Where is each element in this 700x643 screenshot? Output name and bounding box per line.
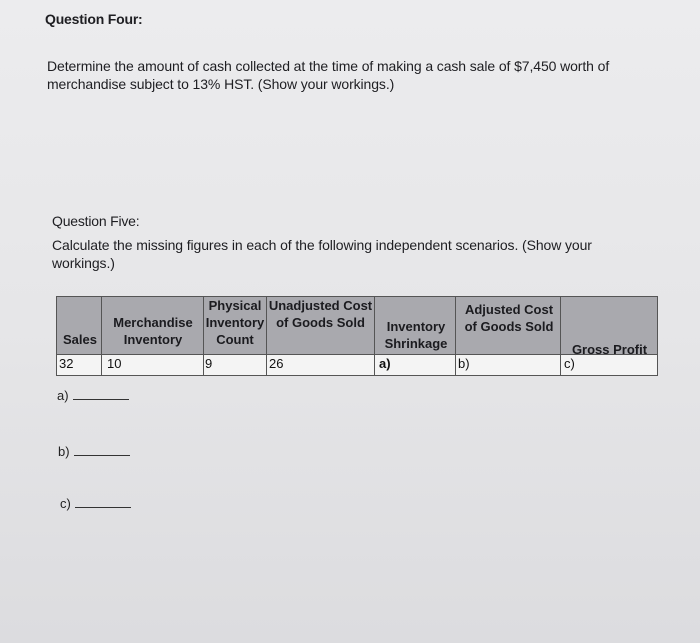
header-merchandise-inventory: Merchandise Inventory (113, 315, 193, 347)
answer-b-label: b) (58, 444, 70, 459)
answer-b-blank[interactable] (74, 445, 130, 456)
question-five-title: Question Five: (52, 213, 140, 229)
cell-adjusted-cogs: b) (458, 356, 470, 371)
header-gross-profit: Gross Profit (571, 342, 648, 357)
column-divider (101, 297, 102, 375)
column-divider (374, 297, 375, 375)
cell-merchandise-inventory: 10 (107, 356, 122, 371)
answer-c-blank[interactable] (75, 497, 131, 508)
answer-a (57, 388, 129, 403)
column-divider (560, 297, 561, 375)
answer-a-label: a) (57, 388, 69, 403)
header-adjusted-cogs: Adjusted Cost of Goods Sold (464, 302, 554, 334)
column-divider (455, 297, 456, 375)
question-four-text: Determine the amount of cash collected at the time of making a cash sale of $7,450 worth of merchandise subject to 13% HST. (Show your workings.) (47, 58, 610, 92)
header-physical-inventory-count: Physical Inventory Count (205, 298, 265, 347)
answer-c-label: c) (60, 496, 71, 511)
answer-a-blank[interactable] (73, 389, 129, 400)
answer-c (60, 496, 131, 511)
cell-physical-count: 9 (205, 356, 213, 371)
column-divider (266, 297, 267, 375)
scenario-table (56, 296, 658, 376)
cell-unadjusted-cogs: 26 (269, 356, 284, 371)
answer-b (58, 444, 130, 459)
header-inventory-shrinkage: Inventory Shrinkage (384, 319, 448, 351)
cell-gross-profit: c) (564, 356, 575, 371)
cell-sales: 32 (59, 356, 74, 371)
header-unadjusted-cogs: Unadjusted Cost of Goods Sold (268, 298, 373, 330)
cell-shrinkage: a) (379, 356, 391, 371)
header-sales: Sales (63, 332, 97, 347)
column-divider (203, 297, 204, 375)
question-four-title: Question Four: (45, 11, 143, 27)
question-five-text: Calculate the missing figures in each of the following independent scenarios. (Show your workings.) (52, 237, 592, 271)
